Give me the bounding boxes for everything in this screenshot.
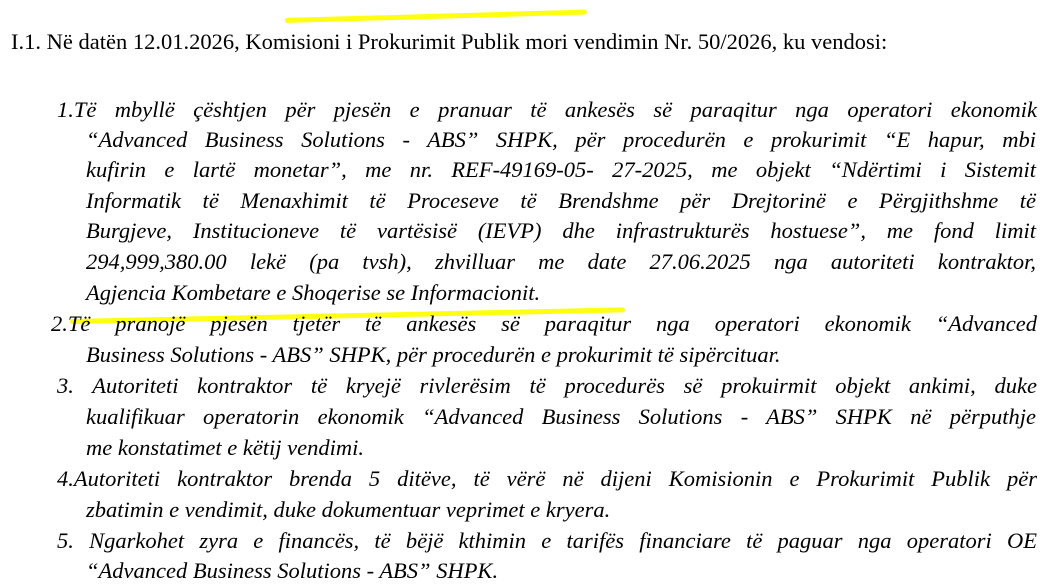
item-1-line-7: Agjencia Kombetare e Shoqerise se Informacionit. bbox=[86, 280, 541, 305]
item-4-line-1: 4.Autoriteti kontraktor brenda 5 ditëve, të vërë në dijeni Komisionin e Prokurimit Publik për bbox=[57, 466, 1037, 491]
item-4-line-2: zbatimin e vendimit, duke dokumentuar veprimet e kryera. bbox=[86, 497, 611, 522]
item-1-line-5: Burgjeve, Institucioneve të vartësisë (IEVP) dhe infrastrukturës hostuese”, me fond limit bbox=[86, 218, 1036, 243]
item-1-line-3: kufirin e lartë monetar”, me nr. REF-49169-05- 27-2025, me objekt “Ndërtimi i Sistemit bbox=[86, 157, 1036, 182]
item-5-line-2: “Advanced Business Solutions - ABS” SHPK. bbox=[86, 558, 499, 583]
heading-highlighted-text: Komisioni i Prokurimit Publik bbox=[245, 29, 520, 54]
item-1-line-4: Informatik të Menaxhimit të Proceseve të Brendshme për Drejtorinë e Përgjithshme të bbox=[86, 188, 1036, 213]
heading-suffix: mori vendimin Nr. 50/2026, ku vendosi: bbox=[519, 29, 888, 54]
item-1-line-6: 294,999,380.00 lekë (pa tvsh), zhvilluar me date 27.06.2025 nga autoriteti kontraktor, bbox=[86, 249, 1036, 274]
item-1-line-1: 1.Të mbyllë çështjen për pjesën e pranuar të ankesës së paraqitur nga operatori ekonomik bbox=[57, 97, 1037, 122]
item-2-highlighted-text: Të pranojë pjesën tjetër të ankesës së paraqitur bbox=[67, 311, 632, 336]
item-2-line-1-rest: nga operatori ekonomik “Advanced bbox=[631, 311, 1037, 336]
item-2-number: 2. bbox=[51, 311, 68, 336]
decision-heading bbox=[11, 27, 887, 57]
item-3-line-2: kualifikuar operatorin ekonomik “Advanced Business Solutions - ABS” SHPK në përputhje bbox=[86, 404, 1036, 429]
item-2-line-1 bbox=[51, 309, 1037, 339]
item-1-line-2: “Advanced Business Solutions - ABS” SHPK, për procedurën e prokurimit “E hapur, mbi bbox=[86, 127, 1036, 152]
highlight-mark-heading bbox=[285, 10, 587, 23]
heading-prefix: I.1. Në datën 12.01.2026, bbox=[11, 29, 246, 54]
item-3-line-1: 3. Autoriteti kontraktor të kryejë rivlerësim të procedurës së prokuirmit objekt ankimi, duke bbox=[57, 373, 1037, 398]
item-2-line-2: Business Solutions - ABS” SHPK, për procedurën e prokurimit të sipërcituar. bbox=[86, 342, 781, 367]
item-3-line-3: me konstatimet e këtij vendimi. bbox=[86, 435, 365, 460]
item-5-line-1: 5. Ngarkohet zyra e financës, të bëjë kthimin e tarifës financiare të paguar nga operatori OE bbox=[57, 528, 1037, 553]
